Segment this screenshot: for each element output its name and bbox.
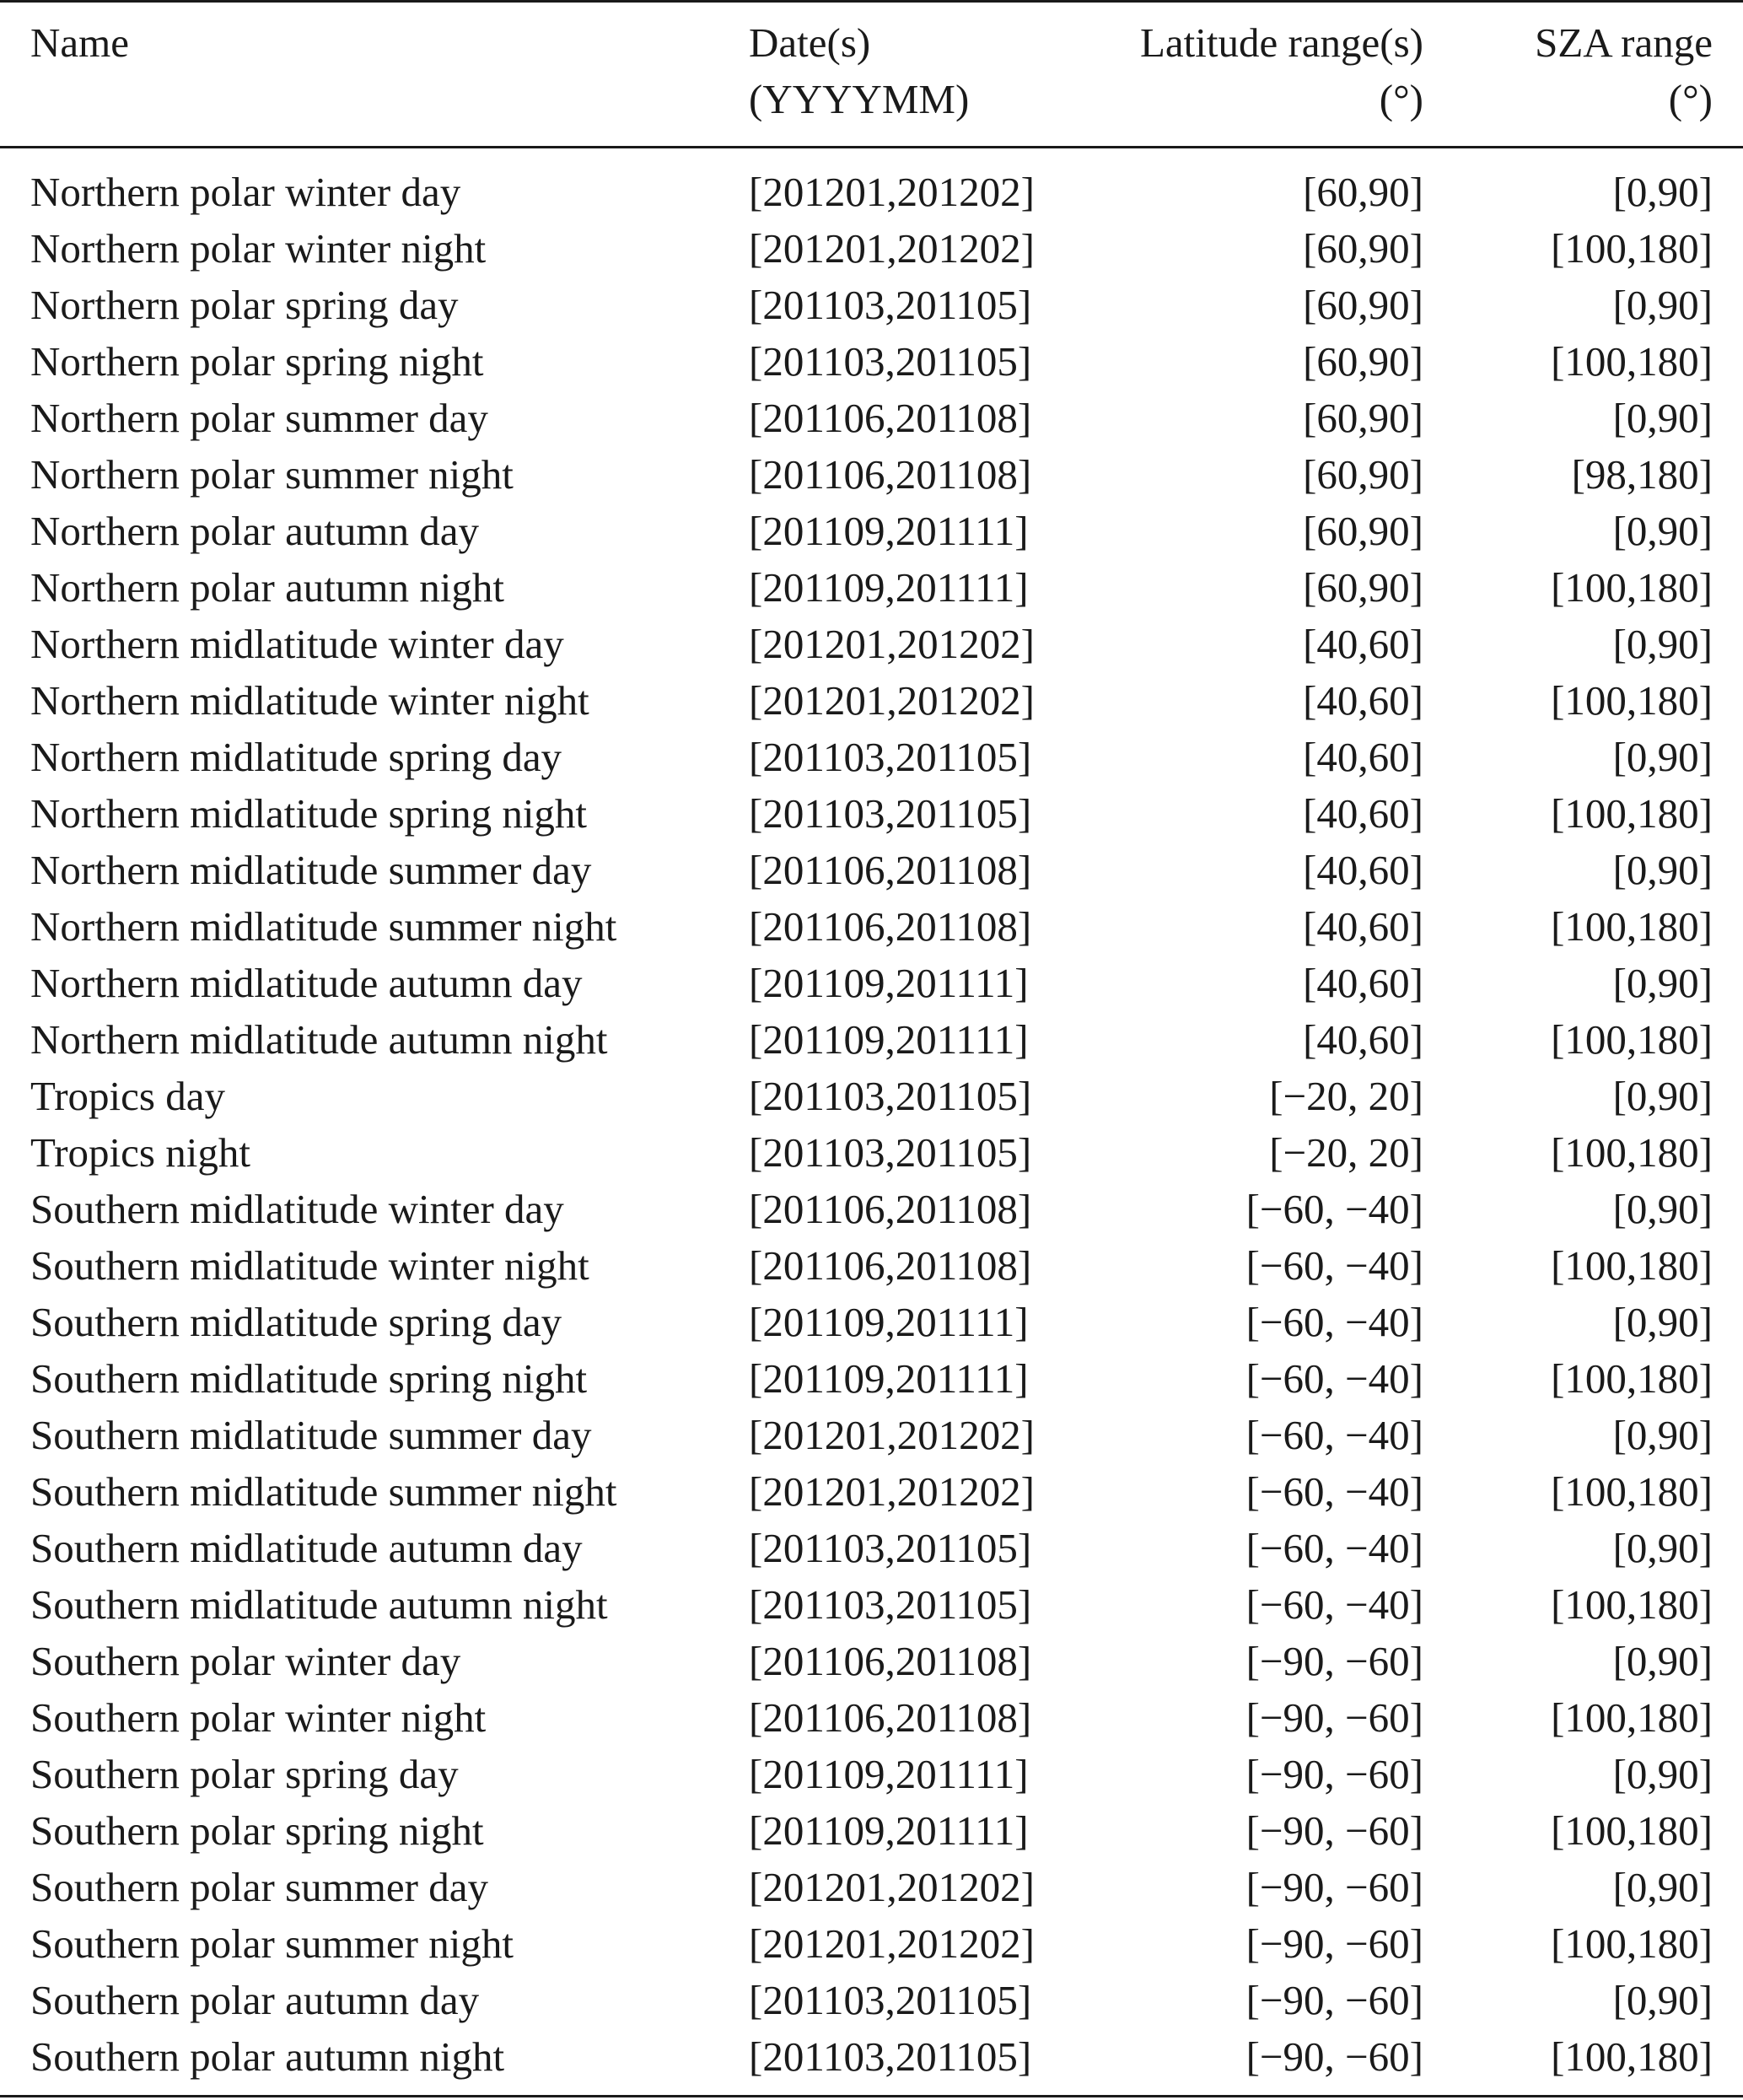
- cell-sza: [0,90]: [1612, 395, 1713, 441]
- cell-name: Northern polar winter day: [30, 169, 461, 215]
- cell-latitude: [−20, 20]: [1269, 1073, 1423, 1119]
- cell-name: Southern midlatitude autumn day: [30, 1525, 583, 1571]
- table-row: [0, 672, 1743, 729]
- table-row: [0, 1802, 1743, 1859]
- table-row: [0, 2028, 1743, 2097]
- cell-date: [201109,201111]: [749, 1299, 1029, 1345]
- cell-sza: [100,180]: [1551, 225, 1713, 272]
- cell-date: [201103,201105]: [749, 1129, 1032, 1176]
- table-row: [0, 1294, 1743, 1350]
- cell-date: [201106,201108]: [749, 1694, 1032, 1741]
- table-row: [0, 220, 1743, 277]
- cell-name: Tropics day: [30, 1073, 225, 1119]
- header-date-line-1: Date(s): [749, 19, 871, 66]
- table-row: [0, 898, 1743, 955]
- cell-date: [201109,201111]: [749, 564, 1029, 611]
- header-name: [0, 3, 749, 148]
- cell-sza: [100,180]: [1551, 1581, 1713, 1628]
- table-row: [0, 1746, 1743, 1802]
- cell-date: [201106,201108]: [749, 451, 1032, 498]
- cell-name: Southern polar winter night: [30, 1694, 487, 1741]
- header-sza-line-1: SZA range: [1535, 19, 1713, 66]
- cell-sza: [0,90]: [1612, 282, 1713, 328]
- table-row: [0, 1350, 1743, 1407]
- cell-name: Southern polar summer night: [30, 1920, 514, 1967]
- cell-date: [201201,201202]: [749, 1920, 1035, 1967]
- cell-sza: [100,180]: [1551, 790, 1713, 837]
- header-date-line-2: (YYYYMM): [749, 76, 970, 122]
- cell-sza: [100,180]: [1551, 1016, 1713, 1063]
- cell-name: Northern polar spring night: [30, 338, 484, 385]
- cell-sza: [100,180]: [1551, 1242, 1713, 1289]
- cell-name: Tropics night: [30, 1129, 250, 1176]
- table-row: [0, 1237, 1743, 1294]
- cell-latitude: [−60, −40]: [1245, 1525, 1423, 1571]
- cell-name: Northern midlatitude summer day: [30, 847, 592, 893]
- header-date: [749, 3, 1110, 148]
- cell-latitude: [60,90]: [1303, 564, 1423, 611]
- table-row: [0, 1633, 1743, 1689]
- cell-date: [201109,201111]: [749, 508, 1029, 554]
- table-row: [0, 503, 1743, 559]
- cell-latitude: [−20, 20]: [1269, 1129, 1423, 1176]
- cell-latitude: [−90, −60]: [1245, 1638, 1423, 1684]
- cell-date: [201109,201111]: [749, 960, 1029, 1006]
- cell-sza: [0,90]: [1612, 1186, 1713, 1232]
- cell-sza: [100,180]: [1551, 1694, 1713, 1741]
- cell-date: [201106,201108]: [749, 1638, 1032, 1684]
- cell-latitude: [−90, −60]: [1245, 1920, 1423, 1967]
- cell-latitude: [60,90]: [1303, 451, 1423, 498]
- cell-sza: [0,90]: [1612, 1751, 1713, 1797]
- cell-date: [201103,201105]: [749, 1073, 1032, 1119]
- cell-name: Southern polar spring day: [30, 1751, 459, 1797]
- cell-latitude: [60,90]: [1303, 169, 1423, 215]
- table-row: [0, 1463, 1743, 1520]
- cell-name: Northern polar winter night: [30, 225, 487, 272]
- header-latitude-line-1: Latitude range(s): [1139, 19, 1423, 66]
- cell-date: [201103,201105]: [749, 1525, 1032, 1571]
- cell-name: Northern midlatitude winter night: [30, 677, 589, 724]
- cell-latitude: [40,60]: [1303, 1016, 1423, 1063]
- cell-latitude: [−60, −40]: [1245, 1468, 1423, 1515]
- header-sza: [1447, 3, 1743, 148]
- cell-sza: [0,90]: [1612, 1525, 1713, 1571]
- cell-latitude: [−90, −60]: [1245, 1864, 1423, 1910]
- cell-date: [201103,201105]: [749, 790, 1032, 837]
- table-row: [0, 1011, 1743, 1068]
- header-latitude-line-2: (°): [1379, 76, 1423, 122]
- cell-latitude: [40,60]: [1303, 677, 1423, 724]
- cell-date: [201106,201108]: [749, 1242, 1032, 1289]
- cell-sza: [0,90]: [1612, 960, 1713, 1006]
- cell-sza: [0,90]: [1612, 847, 1713, 893]
- cell-name: Northern polar spring day: [30, 282, 459, 328]
- cell-latitude: [40,60]: [1303, 847, 1423, 893]
- cell-name: Southern midlatitude winter night: [30, 1242, 589, 1289]
- cell-latitude: [−60, −40]: [1245, 1581, 1423, 1628]
- table-row: [0, 616, 1743, 672]
- cell-latitude: [40,60]: [1303, 621, 1423, 667]
- cell-date: [201103,201105]: [749, 338, 1032, 385]
- cell-sza: [100,180]: [1551, 1807, 1713, 1854]
- cell-latitude: [−60, −40]: [1245, 1299, 1423, 1345]
- cell-latitude: [40,60]: [1303, 960, 1423, 1006]
- table-row: [0, 1181, 1743, 1237]
- cell-sza: [0,90]: [1612, 1299, 1713, 1345]
- table-row: [0, 842, 1743, 898]
- header-name-line-1: Name: [30, 19, 129, 66]
- cell-name: Southern polar autumn night: [0, 2028, 749, 2097]
- cell-name: Northern midlatitude winter day: [30, 621, 564, 667]
- cell-latitude: [−90, −60]: [1245, 1694, 1423, 1741]
- cell-name: Southern polar winter day: [30, 1638, 461, 1684]
- table-row: [0, 148, 1743, 221]
- table-row: [0, 1859, 1743, 1915]
- table-header: [0, 2, 1743, 148]
- table-row: [0, 785, 1743, 842]
- cell-date: [201201,201202]: [749, 621, 1035, 667]
- cell-name: Northern polar autumn day: [30, 508, 480, 554]
- table-row: [0, 1124, 1743, 1181]
- cell-latitude: [40,60]: [1303, 734, 1423, 780]
- cell-latitude: [−60, −40]: [1245, 1412, 1423, 1458]
- cell-date: [201201,201202]: [749, 1412, 1035, 1458]
- cell-sza: [100,180]: [1447, 2028, 1743, 2097]
- cell-date: [201106,201108]: [749, 903, 1032, 950]
- cell-sza: [0,90]: [1612, 1864, 1713, 1910]
- cell-latitude: [60,90]: [1303, 395, 1423, 441]
- cell-name: Southern polar autumn day: [30, 1977, 480, 2023]
- cell-sza: [0,90]: [1612, 1977, 1713, 2023]
- cell-name: Northern midlatitude spring day: [30, 734, 562, 780]
- cell-sza: [0,90]: [1612, 1638, 1713, 1684]
- cell-name: Northern polar summer day: [30, 395, 488, 441]
- table-row: [0, 955, 1743, 1011]
- table-row: [0, 1068, 1743, 1124]
- cell-date: [201109,201111]: [749, 1016, 1029, 1063]
- cell-sza: [0,90]: [1612, 1412, 1713, 1458]
- cell-name: Southern midlatitude spring day: [30, 1299, 562, 1345]
- cell-date: [201106,201108]: [749, 1186, 1032, 1232]
- table-row: [0, 1972, 1743, 2028]
- cell-date: [201103,201105]: [749, 2028, 1110, 2097]
- cell-latitude: [−90, −60]: [1245, 1751, 1423, 1797]
- table-row: [0, 1407, 1743, 1463]
- cell-date: [201201,201202]: [749, 1864, 1035, 1910]
- table-row: [0, 1689, 1743, 1746]
- cell-sza: [0,90]: [1612, 169, 1713, 215]
- cell-date: [201106,201108]: [749, 847, 1032, 893]
- cell-sza: [100,180]: [1551, 903, 1713, 950]
- cell-latitude: [60,90]: [1303, 338, 1423, 385]
- header-latitude: [1110, 3, 1447, 148]
- cell-date: [201201,201202]: [749, 225, 1035, 272]
- cell-sza: [100,180]: [1551, 1129, 1713, 1176]
- cell-latitude: [−90, −60]: [1245, 1977, 1423, 2023]
- cell-latitude: [40,60]: [1303, 903, 1423, 950]
- cell-sza: [0,90]: [1612, 734, 1713, 780]
- table-row: [0, 559, 1743, 616]
- cell-date: [201109,201111]: [749, 1751, 1029, 1797]
- cell-latitude: [60,90]: [1303, 508, 1423, 554]
- table-row: [0, 729, 1743, 785]
- cell-sza: [100,180]: [1551, 564, 1713, 611]
- cell-sza: [100,180]: [1551, 1468, 1713, 1515]
- cell-latitude: [−90, −60]: [1110, 2028, 1447, 2097]
- cell-date: [201201,201202]: [749, 169, 1035, 215]
- cell-date: [201109,201111]: [749, 1807, 1029, 1854]
- cell-latitude: [−60, −40]: [1245, 1242, 1423, 1289]
- cell-name: Southern polar spring night: [30, 1807, 484, 1854]
- cell-date: [201103,201105]: [749, 1977, 1032, 2023]
- cell-name: Southern midlatitude summer night: [30, 1468, 617, 1515]
- cell-date: [201109,201111]: [749, 1355, 1029, 1402]
- cell-sza: [100,180]: [1551, 1920, 1713, 1967]
- cell-sza: [98,180]: [1571, 451, 1713, 498]
- table-row: [0, 446, 1743, 503]
- cell-name: Southern midlatitude spring night: [30, 1355, 588, 1402]
- cell-name: Northern midlatitude autumn night: [30, 1016, 608, 1063]
- cell-latitude: [60,90]: [1303, 225, 1423, 272]
- header-sza-line-2: (°): [1668, 76, 1713, 122]
- cell-sza: [0,90]: [1612, 621, 1713, 667]
- table-body: [0, 148, 1743, 2097]
- cell-name: Northern midlatitude spring night: [30, 790, 588, 837]
- cell-date: [201201,201202]: [749, 1468, 1035, 1515]
- cell-name: Northern polar autumn night: [30, 564, 505, 611]
- cell-latitude: [−60, −40]: [1245, 1186, 1423, 1232]
- cell-date: [201201,201202]: [749, 677, 1035, 724]
- cell-latitude: [−90, −60]: [1245, 1807, 1423, 1854]
- cell-sza: [100,180]: [1551, 1355, 1713, 1402]
- cell-sza: [0,90]: [1612, 1073, 1713, 1119]
- cell-latitude: [60,90]: [1303, 282, 1423, 328]
- cell-name: Southern midlatitude autumn night: [30, 1581, 608, 1628]
- cell-date: [201106,201108]: [749, 395, 1032, 441]
- cell-name: Northern midlatitude summer night: [30, 903, 617, 950]
- table-row: [0, 1576, 1743, 1633]
- cell-name: Northern midlatitude autumn day: [30, 960, 583, 1006]
- cell-name: Southern midlatitude summer day: [30, 1412, 592, 1458]
- cell-name: Northern polar summer night: [30, 451, 514, 498]
- table-row: [0, 1915, 1743, 1972]
- cell-latitude: [−60, −40]: [1245, 1355, 1423, 1402]
- cell-name: Southern polar summer day: [30, 1864, 488, 1910]
- cell-name: Southern midlatitude winter day: [30, 1186, 564, 1232]
- cell-latitude: [40,60]: [1303, 790, 1423, 837]
- cell-sza: [0,90]: [1612, 508, 1713, 554]
- table-row: [0, 333, 1743, 390]
- table-row: [0, 1520, 1743, 1576]
- cell-sza: [100,180]: [1551, 677, 1713, 724]
- table-row: [0, 390, 1743, 446]
- table-row: [0, 277, 1743, 333]
- cell-date: [201103,201105]: [749, 282, 1032, 328]
- header-row: [0, 3, 1743, 148]
- cell-date: [201103,201105]: [749, 1581, 1032, 1628]
- cell-sza: [100,180]: [1551, 338, 1713, 385]
- cell-date: [201103,201105]: [749, 734, 1032, 780]
